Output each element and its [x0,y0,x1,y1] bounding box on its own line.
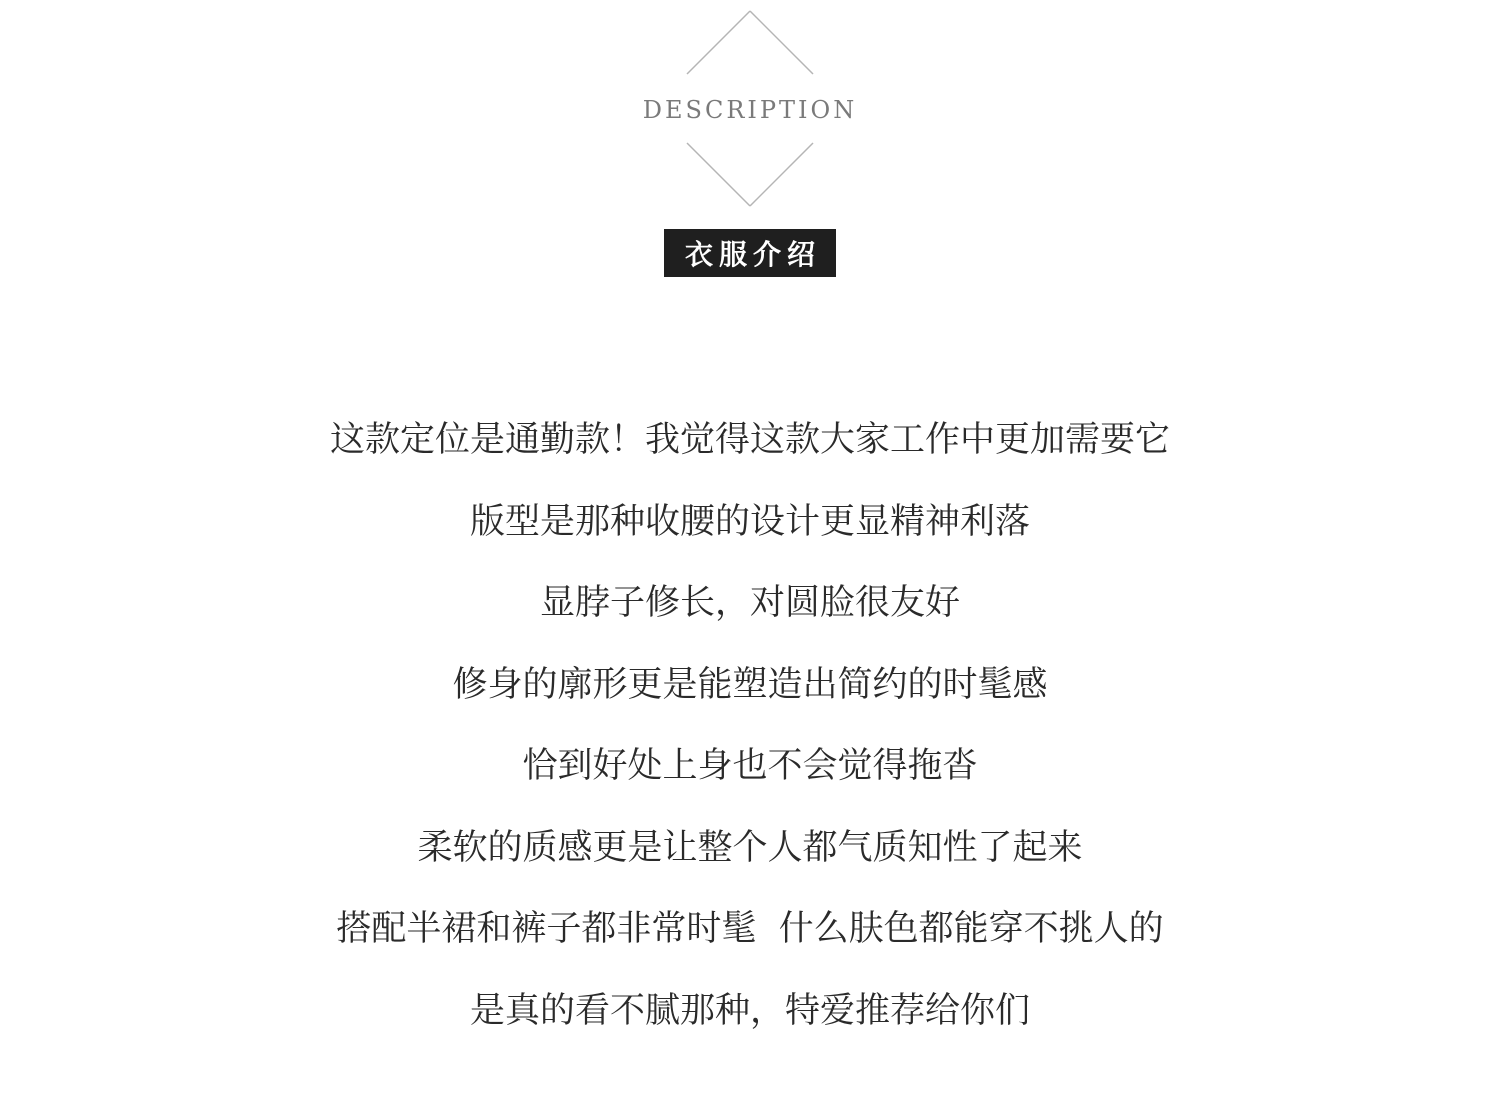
ornament-line-top-right [750,11,813,74]
description-line: 是真的看不腻那种，特爱推荐给你们 [469,990,1030,1031]
ornament-line-top-left [687,11,750,74]
ornament-line-bottom-right [750,143,813,206]
description-lines [0,400,1500,1052]
description-line: 搭配半裙和裤子都非常时髦 什么肤色都能穿不挑人的 [336,909,1164,949]
ornament-line-bottom-left [687,143,750,206]
description-line: 版型是那种收腰的设计更显精神利落 [469,501,1030,542]
description-line: 恰到好处上身也不会觉得拖沓 [522,746,978,786]
description-line: 修身的廓形更是能塑造出简约的时髦感 [452,664,1048,705]
section-badge-label: 衣服介绍 [684,238,821,271]
section-title-en: DESCRIPTION [642,96,858,124]
section-badge [664,229,836,277]
description-line: 这款定位是通勤款！我觉得这款大家工作中更加需要它 [329,420,1170,460]
description-line: 柔软的质感更是让整个人都气质知性了起来 [417,827,1083,868]
description-line: 显脖子修长，对圆脸很友好 [539,583,960,623]
